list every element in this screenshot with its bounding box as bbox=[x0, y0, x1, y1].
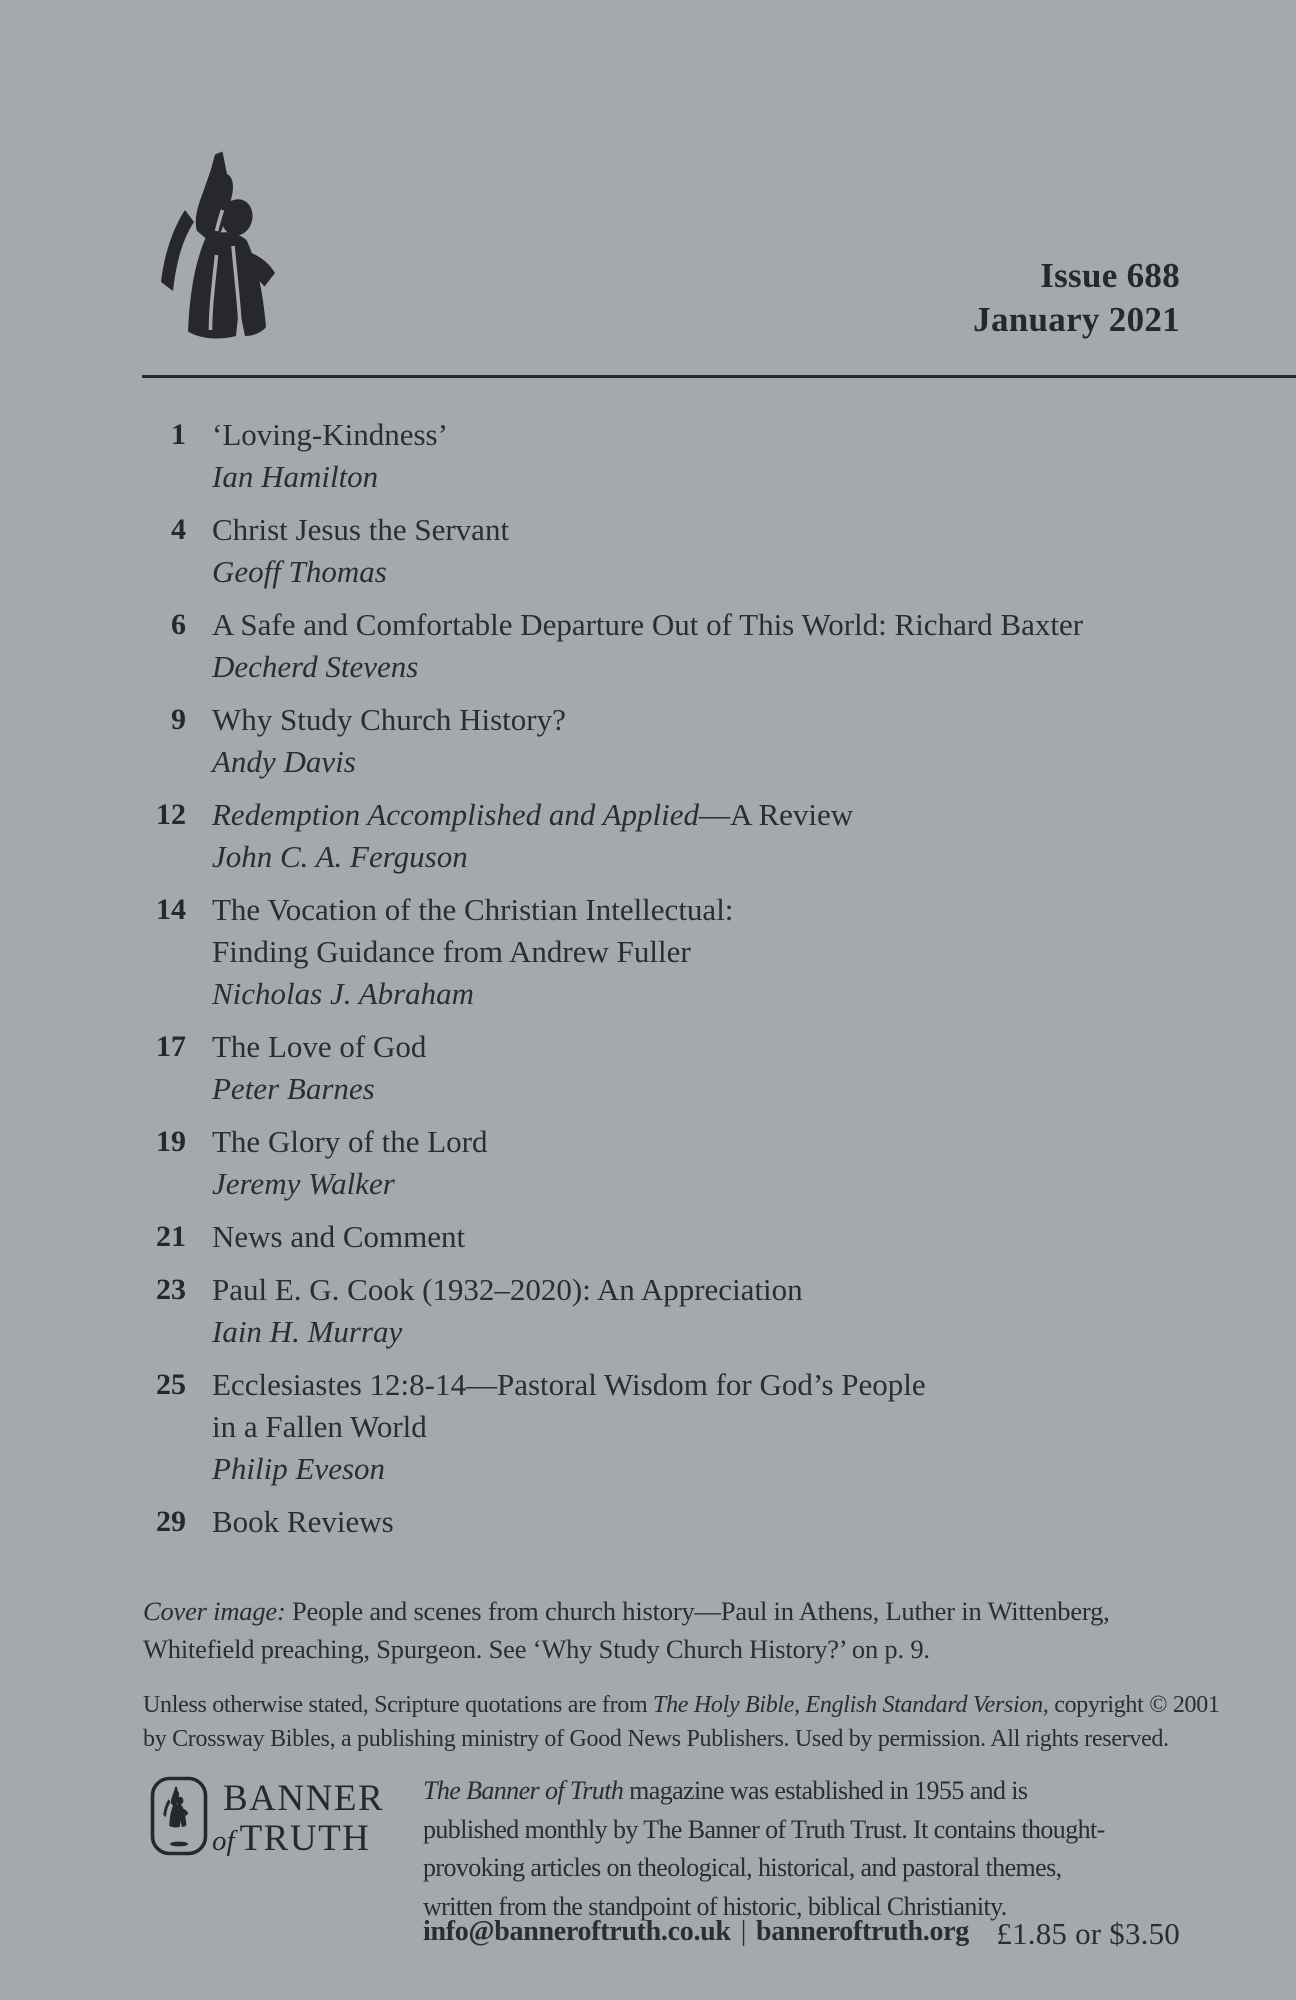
page-number: 21 bbox=[156, 1220, 186, 1253]
text-line: The Banner of Truth magazine was established in 1955 and is bbox=[423, 1776, 1028, 1805]
entry-body bbox=[212, 604, 1083, 688]
article-title: Why Study Church History? bbox=[212, 702, 566, 737]
toc-entry bbox=[140, 794, 1083, 878]
article-title: The Vocation of the Christian Intellectual: bbox=[212, 892, 734, 927]
toc-entry bbox=[140, 509, 1083, 593]
cover-image-note bbox=[143, 1592, 1110, 1668]
entry-body bbox=[212, 1364, 926, 1490]
toc-entry bbox=[140, 889, 1083, 1015]
article-author: Iain H. Murray bbox=[212, 1314, 403, 1349]
brand-banner-text: BANNER bbox=[223, 1778, 385, 1819]
price-text: £1.85 or $3.50 bbox=[996, 1916, 1180, 1951]
toc-entry bbox=[140, 1026, 1083, 1110]
footer-contact bbox=[423, 1916, 969, 1948]
website-text: banneroftruth.org bbox=[756, 1916, 969, 1947]
text-line: provoking articles on theological, historical, and pastoral themes, bbox=[423, 1853, 1062, 1882]
brand-truth-text: TRUTH bbox=[239, 1818, 371, 1859]
issue-block bbox=[973, 254, 1180, 342]
article-title: in a Fallen World bbox=[212, 1409, 427, 1444]
entry-body bbox=[212, 1269, 803, 1353]
article-title: The Glory of the Lord bbox=[212, 1124, 488, 1159]
page-number: 25 bbox=[156, 1368, 186, 1401]
entry-body bbox=[212, 1216, 465, 1258]
toc-entry bbox=[140, 1121, 1083, 1205]
footer-about bbox=[423, 1772, 1105, 1926]
entry-body bbox=[212, 699, 566, 783]
entry-body bbox=[212, 794, 853, 878]
brand-of-truth-text bbox=[212, 1819, 384, 1861]
article-title: Redemption Accomplished and Applied—A Review bbox=[212, 797, 854, 832]
article-author: Peter Barnes bbox=[212, 1071, 375, 1106]
issue-date: January 2021 bbox=[973, 300, 1180, 339]
article-title: ‘Loving-Kindness’ bbox=[212, 417, 448, 452]
toc-entry bbox=[140, 414, 1083, 498]
contact-separator: | bbox=[740, 1916, 747, 1947]
entry-body bbox=[212, 889, 733, 1015]
header-rule bbox=[142, 375, 1296, 378]
article-title: Finding Guidance from Andrew Fuller bbox=[212, 934, 691, 969]
toc-entry bbox=[140, 604, 1083, 688]
article-title: News and Comment bbox=[212, 1219, 466, 1254]
page-number: 12 bbox=[156, 798, 186, 831]
article-title: The Love of God bbox=[212, 1029, 427, 1064]
entry-body bbox=[212, 1026, 426, 1110]
email-text: info@banneroftruth.co.uk bbox=[423, 1916, 731, 1947]
toc-entry bbox=[140, 1269, 1083, 1353]
entry-body bbox=[212, 509, 509, 593]
toc-entry bbox=[140, 1501, 1083, 1543]
entry-body bbox=[212, 1501, 394, 1543]
article-title: Book Reviews bbox=[212, 1504, 394, 1539]
entry-body bbox=[212, 1121, 487, 1205]
entry-body bbox=[212, 414, 448, 498]
article-title: Ecclesiastes 12:8-14—Pastoral Wisdom for God’s People bbox=[212, 1367, 926, 1402]
page-number: 1 bbox=[171, 418, 186, 451]
toc-entry bbox=[140, 1216, 1083, 1258]
toc-entry bbox=[140, 1364, 1083, 1490]
toc-list bbox=[140, 414, 1083, 1554]
page-number: 17 bbox=[156, 1030, 186, 1063]
page-number: 14 bbox=[156, 893, 186, 926]
text-line: Whitefield preaching, Spurgeon. See ‘Why Study Church History?’ on p. 9. bbox=[143, 1634, 930, 1664]
page-number: 29 bbox=[156, 1505, 186, 1538]
page-number: 9 bbox=[171, 703, 186, 736]
page-number: 6 bbox=[171, 608, 186, 641]
article-author: Andy Davis bbox=[212, 744, 356, 779]
scripture-copyright-note bbox=[143, 1688, 1220, 1756]
brand-wordmark bbox=[212, 1779, 384, 1861]
article-title: A Safe and Comfortable Departure Out of This World: Richard Baxter bbox=[212, 607, 1084, 642]
banner-of-truth-badge-icon bbox=[150, 1776, 208, 1861]
page-number: 4 bbox=[171, 513, 186, 546]
article-author: Decherd Stevens bbox=[212, 649, 419, 684]
text-line: by Crossway Bibles, a publishing ministry of Good News Publishers. Used by permission. All rights reserved. bbox=[143, 1726, 1169, 1752]
article-author: Philip Eveson bbox=[212, 1451, 386, 1486]
text-line: published monthly by The Banner of Truth Trust. It contains thought- bbox=[423, 1814, 1105, 1844]
article-author: John C. A. Ferguson bbox=[212, 839, 468, 874]
article-author: Nicholas J. Abraham bbox=[212, 976, 475, 1011]
article-author: Jeremy Walker bbox=[212, 1166, 395, 1201]
text-line: written from the standpoint of historic, biblical Christianity. bbox=[423, 1891, 1007, 1921]
issue-number: Issue 688 bbox=[1040, 256, 1180, 295]
article-title: Paul E. G. Cook (1932–2020): An Appreciation bbox=[212, 1272, 803, 1307]
article-author: Ian Hamilton bbox=[212, 459, 379, 494]
preacher-logo-icon bbox=[146, 150, 308, 347]
article-author: Geoff Thomas bbox=[212, 554, 387, 589]
article-title: Christ Jesus the Servant bbox=[212, 512, 510, 547]
text-line: Cover image: People and scenes from church history—Paul in Athens, Luther in Wittenberg, bbox=[143, 1596, 1110, 1626]
text-line: Unless otherwise stated, Scripture quotations are from The Holy Bible, English Standard Version, copyright © 2001 bbox=[143, 1692, 1220, 1718]
page-number: 19 bbox=[156, 1125, 186, 1158]
page-number: 23 bbox=[156, 1273, 186, 1306]
brand-of-text: of bbox=[212, 1825, 235, 1857]
toc-entry bbox=[140, 699, 1083, 783]
